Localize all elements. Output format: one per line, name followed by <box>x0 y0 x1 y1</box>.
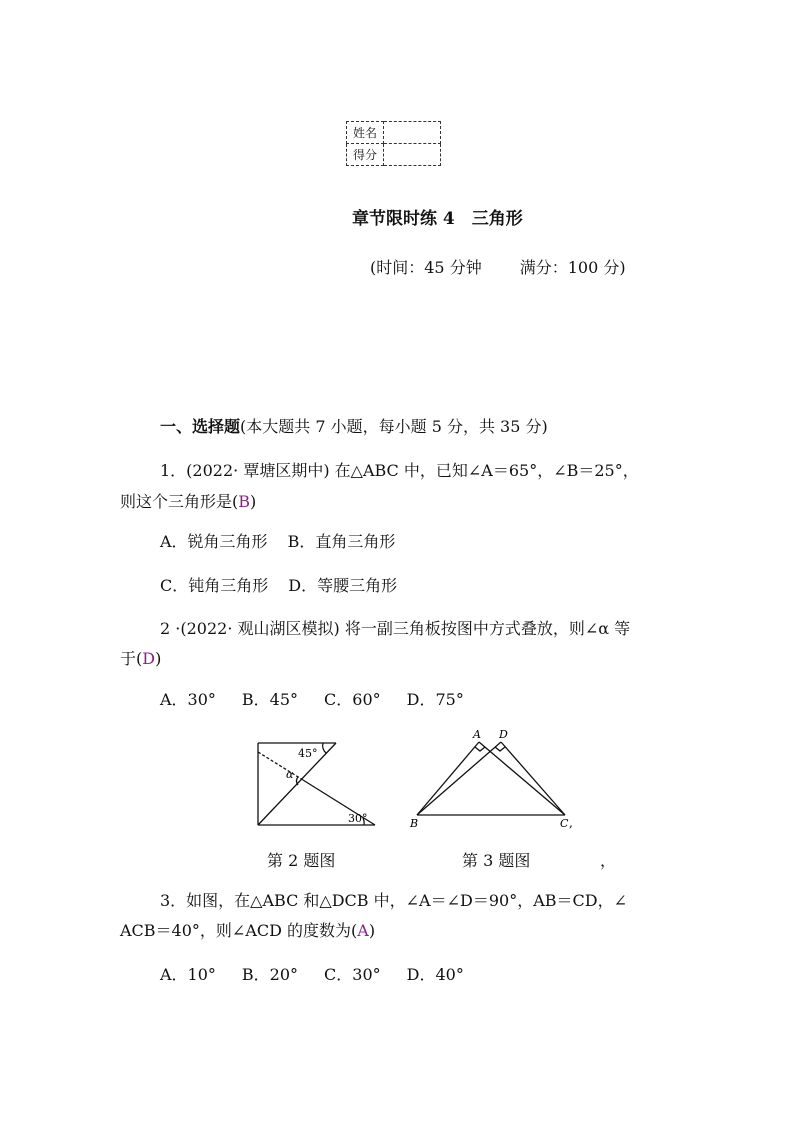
figure-2-caption: 第 2 题图 <box>267 851 336 870</box>
q1-option-a[interactable]: A．锐角三角形 <box>160 532 268 551</box>
score-field[interactable] <box>384 144 441 166</box>
full-score: 满分：100 分) <box>519 258 626 277</box>
q1-line1: 1．(2022· 覃塘区期中) 在△ABC 中，已知∠A＝65°，∠B＝25°， <box>160 461 639 480</box>
time-limit: (时间：45 分钟 <box>370 258 482 277</box>
fig3-label-d: D <box>499 728 508 741</box>
name-field[interactable] <box>384 122 441 144</box>
section-heading <box>160 416 548 438</box>
page-title: 章节限时练 4 三角形 <box>352 209 523 229</box>
fig2-angle-45: 45° <box>298 747 318 760</box>
fig3-segment-bd <box>417 742 501 815</box>
figure-2 <box>250 735 380 835</box>
score-table-row-score <box>347 144 441 166</box>
score-label: 得分 <box>347 144 384 166</box>
fig2-arc-alpha <box>296 777 298 785</box>
fig3-right-angle-a <box>475 747 485 751</box>
q3-options <box>160 964 464 986</box>
page-subtitle <box>370 255 626 278</box>
q2-line1: 2 ·(2022· 观山湖区模拟) 将一副三角板按图中方式叠放，则∠α 等 <box>160 619 631 638</box>
q1-option-c[interactable]: C．钝角三角形 <box>160 576 269 595</box>
q2-options <box>160 689 464 711</box>
q3-stem-end: ACB＝40°，则∠ACD 的度数为( <box>120 921 358 940</box>
figure-3-caption: 第 3 题图 <box>462 851 531 870</box>
fig2-hidden-edge <box>258 752 303 780</box>
q2-option-d[interactable]: D．75° <box>406 690 464 709</box>
q2-option-b[interactable]: B．45° <box>241 690 299 709</box>
fig3-label-c: C <box>560 817 569 830</box>
q3-answer: A <box>357 921 369 940</box>
q3-option-c[interactable]: C．30° <box>324 965 381 984</box>
q3-option-a[interactable]: A．10° <box>160 965 216 984</box>
fig2-angle-alpha: α <box>286 768 294 781</box>
q3-line1: 3．如图，在△ABC 和△DCB 中，∠A＝∠D＝90°，AB＝CD，∠ <box>160 891 627 910</box>
fig3-label-a: A <box>473 728 481 741</box>
fig3-segment-dc <box>501 742 565 815</box>
q3-line2 <box>120 920 375 942</box>
q1-stem-close: ) <box>250 492 257 511</box>
score-table-row-name <box>347 122 441 144</box>
section-heading-note: (本大题共 7 小题，每小题 5 分，共 35 分) <box>240 417 548 436</box>
q1-options-row2 <box>160 575 397 597</box>
q2-option-c[interactable]: C．60° <box>324 690 381 709</box>
q1-line2 <box>120 491 256 513</box>
q2-line2 <box>120 648 161 670</box>
fig3-segment-ac <box>479 742 565 815</box>
fig3-label-b: B <box>410 817 419 830</box>
q1-answer: B <box>238 492 251 511</box>
fig2-arc-45 <box>323 743 326 753</box>
name-label: 姓名 <box>347 122 384 144</box>
q2-stem-close: ) <box>155 649 162 668</box>
q3-option-b[interactable]: B．20° <box>241 965 299 984</box>
q2-answer: D <box>142 649 156 668</box>
fig3-comma: , <box>569 816 573 830</box>
q3-option-d[interactable]: D．40° <box>406 965 464 984</box>
score-table <box>346 121 441 166</box>
q1-options-row1 <box>160 531 395 553</box>
q2-stem-end: 于( <box>120 649 143 668</box>
fig3-right-angle-d <box>495 747 505 751</box>
q1-option-d[interactable]: D．等腰三角形 <box>288 576 398 595</box>
section-heading-label: 一、选择题 <box>160 417 241 436</box>
q2-option-a[interactable]: A．30° <box>160 690 216 709</box>
fig2-angle-30: 30° <box>348 812 368 825</box>
figure-3 <box>405 725 585 833</box>
q3-stem-close: ) <box>368 921 376 940</box>
fig3-segment-ba <box>417 742 479 815</box>
q1-option-b[interactable]: B．直角三角形 <box>287 532 396 551</box>
q1-stem-end: 则这个三角形是( <box>120 492 239 511</box>
figure-3-caption-comma: ， <box>600 851 617 870</box>
